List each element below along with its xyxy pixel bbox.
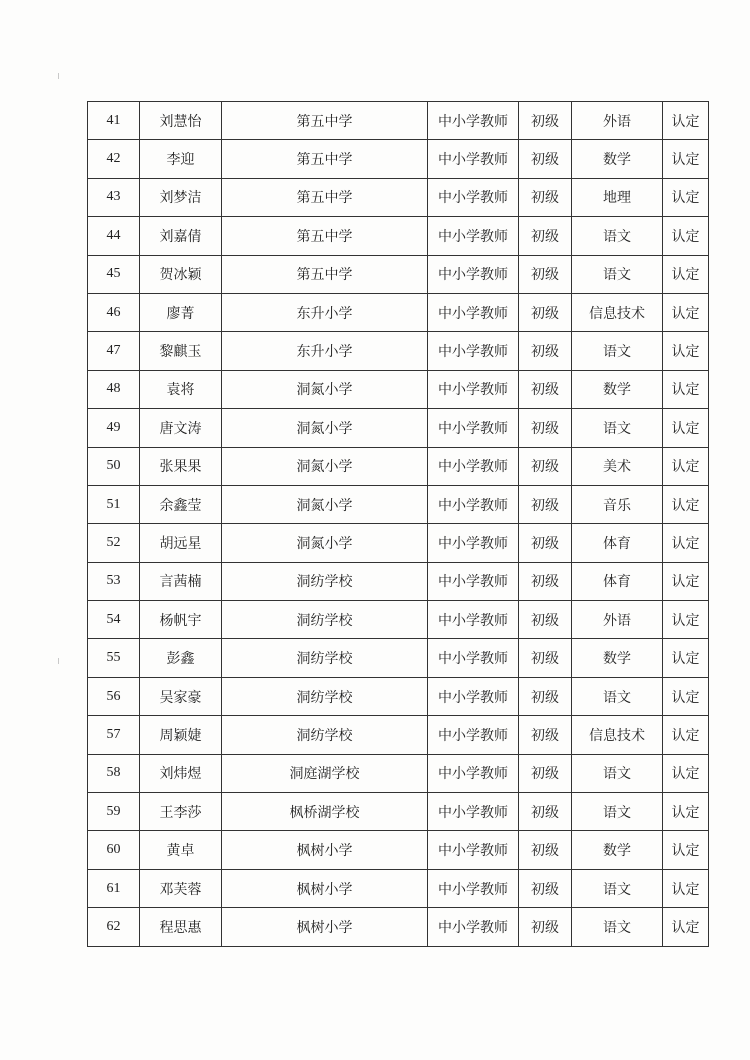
teacher-category-cell: 中小学教师 bbox=[428, 601, 519, 639]
teacher-category-cell: 中小学教师 bbox=[428, 869, 519, 907]
school-name-cell: 枫树小学 bbox=[222, 908, 428, 946]
row-number-cell: 55 bbox=[88, 639, 140, 677]
table-row bbox=[88, 370, 709, 408]
school-name-cell: 洞纺学校 bbox=[222, 639, 428, 677]
subject-cell: 语文 bbox=[572, 754, 663, 792]
subject-cell: 语文 bbox=[572, 409, 663, 447]
school-name-cell: 第五中学 bbox=[222, 178, 428, 216]
subject-cell: 语文 bbox=[572, 677, 663, 715]
row-number-cell: 47 bbox=[88, 332, 140, 370]
row-number-cell: 57 bbox=[88, 716, 140, 754]
school-name-cell: 洞纺学校 bbox=[222, 716, 428, 754]
row-number-cell: 52 bbox=[88, 524, 140, 562]
teacher-category-cell: 中小学教师 bbox=[428, 524, 519, 562]
title-level-cell: 初级 bbox=[519, 178, 572, 216]
row-number-cell: 42 bbox=[88, 140, 140, 178]
teacher-name-cell: 余鑫莹 bbox=[140, 485, 222, 523]
status-cell: 认定 bbox=[663, 178, 709, 216]
teacher-name-cell: 吴家豪 bbox=[140, 677, 222, 715]
table-row bbox=[88, 716, 709, 754]
status-cell: 认定 bbox=[663, 217, 709, 255]
table-row bbox=[88, 524, 709, 562]
teacher-name-cell: 王李莎 bbox=[140, 793, 222, 831]
teacher-name-cell: 言茜楠 bbox=[140, 562, 222, 600]
teacher-category-cell: 中小学教师 bbox=[428, 370, 519, 408]
teacher-category-cell: 中小学教师 bbox=[428, 332, 519, 370]
school-name-cell: 洞庭湖学校 bbox=[222, 754, 428, 792]
scan-mark bbox=[58, 73, 59, 79]
title-level-cell: 初级 bbox=[519, 754, 572, 792]
table-row bbox=[88, 102, 709, 140]
subject-cell: 语文 bbox=[572, 869, 663, 907]
teacher-category-cell: 中小学教师 bbox=[428, 178, 519, 216]
row-number-cell: 49 bbox=[88, 409, 140, 447]
title-level-cell: 初级 bbox=[519, 409, 572, 447]
teacher-category-cell: 中小学教师 bbox=[428, 140, 519, 178]
status-cell: 认定 bbox=[663, 524, 709, 562]
teacher-name-cell: 袁将 bbox=[140, 370, 222, 408]
status-cell: 认定 bbox=[663, 140, 709, 178]
subject-cell: 音乐 bbox=[572, 485, 663, 523]
teacher-category-cell: 中小学教师 bbox=[428, 639, 519, 677]
status-cell: 认定 bbox=[663, 102, 709, 140]
teacher-name-cell: 张果果 bbox=[140, 447, 222, 485]
school-name-cell: 枫树小学 bbox=[222, 869, 428, 907]
school-name-cell: 第五中学 bbox=[222, 217, 428, 255]
status-cell: 认定 bbox=[663, 370, 709, 408]
row-number-cell: 61 bbox=[88, 869, 140, 907]
status-cell: 认定 bbox=[663, 793, 709, 831]
row-number-cell: 59 bbox=[88, 793, 140, 831]
title-level-cell: 初级 bbox=[519, 332, 572, 370]
subject-cell: 美术 bbox=[572, 447, 663, 485]
title-level-cell: 初级 bbox=[519, 716, 572, 754]
title-level-cell: 初级 bbox=[519, 677, 572, 715]
status-cell: 认定 bbox=[663, 869, 709, 907]
table-row bbox=[88, 831, 709, 869]
teacher-category-cell: 中小学教师 bbox=[428, 716, 519, 754]
subject-cell: 语文 bbox=[572, 332, 663, 370]
teacher-category-cell: 中小学教师 bbox=[428, 754, 519, 792]
title-level-cell: 初级 bbox=[519, 908, 572, 946]
teacher-name-cell: 刘炜煜 bbox=[140, 754, 222, 792]
teacher-name-cell: 程思惠 bbox=[140, 908, 222, 946]
title-level-cell: 初级 bbox=[519, 869, 572, 907]
status-cell: 认定 bbox=[663, 639, 709, 677]
teacher-name-cell: 彭鑫 bbox=[140, 639, 222, 677]
row-number-cell: 43 bbox=[88, 178, 140, 216]
title-level-cell: 初级 bbox=[519, 601, 572, 639]
row-number-cell: 44 bbox=[88, 217, 140, 255]
row-number-cell: 48 bbox=[88, 370, 140, 408]
table-row bbox=[88, 447, 709, 485]
subject-cell: 地理 bbox=[572, 178, 663, 216]
school-name-cell: 第五中学 bbox=[222, 140, 428, 178]
school-name-cell: 东升小学 bbox=[222, 293, 428, 331]
roster-body bbox=[88, 102, 709, 947]
status-cell: 认定 bbox=[663, 293, 709, 331]
school-name-cell: 洞氮小学 bbox=[222, 524, 428, 562]
title-level-cell: 初级 bbox=[519, 447, 572, 485]
title-level-cell: 初级 bbox=[519, 293, 572, 331]
subject-cell: 语文 bbox=[572, 255, 663, 293]
status-cell: 认定 bbox=[663, 447, 709, 485]
teacher-category-cell: 中小学教师 bbox=[428, 562, 519, 600]
subject-cell: 数学 bbox=[572, 140, 663, 178]
teacher-category-cell: 中小学教师 bbox=[428, 409, 519, 447]
table-row bbox=[88, 409, 709, 447]
row-number-cell: 53 bbox=[88, 562, 140, 600]
status-cell: 认定 bbox=[663, 601, 709, 639]
row-number-cell: 56 bbox=[88, 677, 140, 715]
row-number-cell: 58 bbox=[88, 754, 140, 792]
row-number-cell: 41 bbox=[88, 102, 140, 140]
subject-cell: 信息技术 bbox=[572, 716, 663, 754]
table-row bbox=[88, 178, 709, 216]
teacher-name-cell: 周颖婕 bbox=[140, 716, 222, 754]
table-row bbox=[88, 332, 709, 370]
teacher-name-cell: 廖菁 bbox=[140, 293, 222, 331]
subject-cell: 数学 bbox=[572, 831, 663, 869]
teacher-category-cell: 中小学教师 bbox=[428, 217, 519, 255]
row-number-cell: 60 bbox=[88, 831, 140, 869]
status-cell: 认定 bbox=[663, 332, 709, 370]
table-row bbox=[88, 140, 709, 178]
table-row bbox=[88, 639, 709, 677]
subject-cell: 体育 bbox=[572, 562, 663, 600]
table-row bbox=[88, 677, 709, 715]
teacher-name-cell: 刘梦洁 bbox=[140, 178, 222, 216]
teacher-name-cell: 黄卓 bbox=[140, 831, 222, 869]
teacher-roster-table bbox=[87, 101, 709, 947]
table-row bbox=[88, 255, 709, 293]
table-row bbox=[88, 793, 709, 831]
row-number-cell: 54 bbox=[88, 601, 140, 639]
row-number-cell: 51 bbox=[88, 485, 140, 523]
subject-cell: 语文 bbox=[572, 908, 663, 946]
teacher-name-cell: 贺冰颖 bbox=[140, 255, 222, 293]
table-row bbox=[88, 869, 709, 907]
subject-cell: 语文 bbox=[572, 217, 663, 255]
school-name-cell: 枫桥湖学校 bbox=[222, 793, 428, 831]
teacher-name-cell: 黎麒玉 bbox=[140, 332, 222, 370]
teacher-name-cell: 刘慧怡 bbox=[140, 102, 222, 140]
title-level-cell: 初级 bbox=[519, 217, 572, 255]
school-name-cell: 枫树小学 bbox=[222, 831, 428, 869]
title-level-cell: 初级 bbox=[519, 831, 572, 869]
row-number-cell: 46 bbox=[88, 293, 140, 331]
subject-cell: 体育 bbox=[572, 524, 663, 562]
teacher-category-cell: 中小学教师 bbox=[428, 677, 519, 715]
title-level-cell: 初级 bbox=[519, 102, 572, 140]
teacher-name-cell: 刘嘉倩 bbox=[140, 217, 222, 255]
table-row bbox=[88, 908, 709, 946]
status-cell: 认定 bbox=[663, 908, 709, 946]
subject-cell: 数学 bbox=[572, 639, 663, 677]
teacher-category-cell: 中小学教师 bbox=[428, 255, 519, 293]
school-name-cell: 东升小学 bbox=[222, 332, 428, 370]
row-number-cell: 50 bbox=[88, 447, 140, 485]
teacher-category-cell: 中小学教师 bbox=[428, 793, 519, 831]
title-level-cell: 初级 bbox=[519, 793, 572, 831]
teacher-name-cell: 胡远星 bbox=[140, 524, 222, 562]
table-row bbox=[88, 293, 709, 331]
title-level-cell: 初级 bbox=[519, 485, 572, 523]
subject-cell: 外语 bbox=[572, 102, 663, 140]
teacher-category-cell: 中小学教师 bbox=[428, 831, 519, 869]
teacher-name-cell: 李迎 bbox=[140, 140, 222, 178]
status-cell: 认定 bbox=[663, 831, 709, 869]
status-cell: 认定 bbox=[663, 409, 709, 447]
teacher-category-cell: 中小学教师 bbox=[428, 102, 519, 140]
school-name-cell: 洞氮小学 bbox=[222, 447, 428, 485]
table-row bbox=[88, 562, 709, 600]
scan-mark bbox=[58, 658, 59, 664]
title-level-cell: 初级 bbox=[519, 524, 572, 562]
school-name-cell: 洞纺学校 bbox=[222, 562, 428, 600]
school-name-cell: 洞氮小学 bbox=[222, 409, 428, 447]
status-cell: 认定 bbox=[663, 255, 709, 293]
table-row bbox=[88, 485, 709, 523]
school-name-cell: 第五中学 bbox=[222, 255, 428, 293]
teacher-category-cell: 中小学教师 bbox=[428, 447, 519, 485]
teacher-name-cell: 唐文涛 bbox=[140, 409, 222, 447]
title-level-cell: 初级 bbox=[519, 255, 572, 293]
table-row bbox=[88, 754, 709, 792]
status-cell: 认定 bbox=[663, 485, 709, 523]
row-number-cell: 45 bbox=[88, 255, 140, 293]
school-name-cell: 第五中学 bbox=[222, 102, 428, 140]
school-name-cell: 洞纺学校 bbox=[222, 677, 428, 715]
subject-cell: 语文 bbox=[572, 793, 663, 831]
table-row bbox=[88, 601, 709, 639]
status-cell: 认定 bbox=[663, 754, 709, 792]
teacher-category-cell: 中小学教师 bbox=[428, 293, 519, 331]
subject-cell: 数学 bbox=[572, 370, 663, 408]
status-cell: 认定 bbox=[663, 677, 709, 715]
status-cell: 认定 bbox=[663, 562, 709, 600]
school-name-cell: 洞纺学校 bbox=[222, 601, 428, 639]
title-level-cell: 初级 bbox=[519, 140, 572, 178]
title-level-cell: 初级 bbox=[519, 639, 572, 677]
teacher-name-cell: 邓芙蓉 bbox=[140, 869, 222, 907]
title-level-cell: 初级 bbox=[519, 370, 572, 408]
row-number-cell: 62 bbox=[88, 908, 140, 946]
subject-cell: 外语 bbox=[572, 601, 663, 639]
teacher-name-cell: 杨帆宇 bbox=[140, 601, 222, 639]
title-level-cell: 初级 bbox=[519, 562, 572, 600]
school-name-cell: 洞氮小学 bbox=[222, 485, 428, 523]
school-name-cell: 洞氮小学 bbox=[222, 370, 428, 408]
teacher-category-cell: 中小学教师 bbox=[428, 485, 519, 523]
teacher-category-cell: 中小学教师 bbox=[428, 908, 519, 946]
status-cell: 认定 bbox=[663, 716, 709, 754]
subject-cell: 信息技术 bbox=[572, 293, 663, 331]
table-row bbox=[88, 217, 709, 255]
